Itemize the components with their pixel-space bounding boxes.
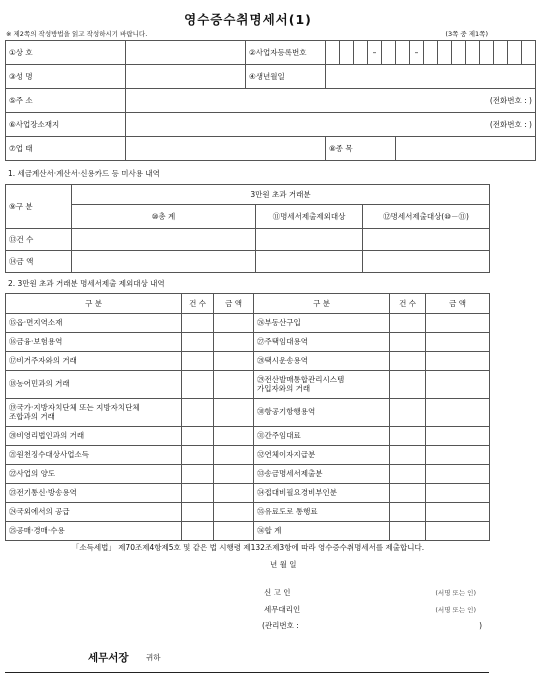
reporter-signature[interactable]: (서명 또는 인) bbox=[435, 589, 476, 597]
recipient-honorific: 귀하 bbox=[146, 653, 161, 662]
left-item-amount[interactable] bbox=[214, 427, 254, 446]
right-item-label: ㉛간주임대료 bbox=[254, 427, 390, 446]
reporter-label: 신 고 인 bbox=[264, 588, 291, 597]
right-division-header: 구 분 bbox=[254, 294, 390, 314]
exempt-header: ⑪명세서제출제외대상 bbox=[256, 205, 363, 229]
right-item-amount[interactable] bbox=[426, 352, 490, 371]
right-item-label: ㉜연체이자지급분 bbox=[254, 446, 390, 465]
left-item-amount[interactable] bbox=[214, 522, 254, 541]
left-item-count[interactable] bbox=[182, 484, 214, 503]
left-item-count[interactable] bbox=[182, 427, 214, 446]
tax-office-recipient: 세무서장 bbox=[88, 652, 129, 664]
section2-table bbox=[5, 293, 490, 541]
name-field[interactable] bbox=[126, 65, 246, 89]
right-item-count[interactable] bbox=[390, 484, 426, 503]
bottom-rule bbox=[5, 672, 489, 673]
reg-no-digit[interactable] bbox=[424, 41, 438, 65]
reg-no-digit[interactable] bbox=[466, 41, 480, 65]
right-item-count[interactable] bbox=[390, 427, 426, 446]
right-item-label: ㉝송금명세서제출분 bbox=[254, 465, 390, 484]
reg-no-digit[interactable] bbox=[340, 41, 354, 65]
business-reg-no-label: ②사업자등록번호 bbox=[246, 41, 326, 65]
left-item-label: ⑮읍·면지역소재 bbox=[6, 314, 182, 333]
declaration-statement: 「소득세법」 제70조제4항제5호 및 같은 법 시행령 제132조제3항에 따라 영수증수취명세서를 제출합니다. bbox=[71, 543, 425, 552]
right-item-amount[interactable] bbox=[426, 465, 490, 484]
business-item-label: ⑧종 목 bbox=[326, 137, 396, 161]
left-item-count[interactable] bbox=[182, 314, 214, 333]
section1-table bbox=[5, 184, 490, 273]
reg-no-digit[interactable] bbox=[382, 41, 396, 65]
total-count-field[interactable] bbox=[72, 229, 256, 251]
left-item-label: ⑰비거주자와의 거래 bbox=[6, 352, 182, 371]
left-item-count[interactable] bbox=[182, 465, 214, 484]
address-label: ⑤주 소 bbox=[6, 89, 126, 113]
target-header: ⑫명세서제출대상(⑩－⑪) bbox=[363, 205, 490, 229]
workplace-phone[interactable]: (전화번호 : ) bbox=[126, 113, 536, 137]
total-header: ⑩총 계 bbox=[72, 205, 256, 229]
right-item-count[interactable] bbox=[390, 371, 426, 399]
right-item-amount[interactable] bbox=[426, 484, 490, 503]
trade-name-field[interactable] bbox=[126, 41, 246, 65]
trade-name-label: ①상 호 bbox=[6, 41, 126, 65]
left-item-label: ⑳비영리법인과의 거래 bbox=[6, 427, 182, 446]
right-item-amount[interactable] bbox=[426, 446, 490, 465]
exempt-amount-field[interactable] bbox=[256, 251, 363, 273]
reg-no-digit[interactable] bbox=[522, 41, 536, 65]
workplace-label: ⑥사업장소재지 bbox=[6, 113, 126, 137]
left-item-count[interactable] bbox=[182, 446, 214, 465]
date-line[interactable]: 년 월 일 bbox=[270, 560, 297, 569]
page-indicator: (3쪽 중 제1쪽) bbox=[445, 30, 488, 38]
division-label: ⑨구 분 bbox=[6, 185, 72, 229]
section1-title: 1. 세금계산서·계산서·신용카드 등 미사용 내역 bbox=[8, 169, 160, 178]
left-item-amount[interactable] bbox=[214, 503, 254, 522]
proxy-signature[interactable]: (서명 또는 인) bbox=[435, 606, 476, 614]
right-item-label: ㉖부동산구입 bbox=[254, 314, 390, 333]
left-item-count[interactable] bbox=[182, 522, 214, 541]
left-item-count[interactable] bbox=[182, 352, 214, 371]
birthdate-field[interactable] bbox=[326, 65, 536, 89]
management-number-label[interactable]: (관리번호 : bbox=[262, 621, 299, 630]
left-item-label: ⑱농어민과의 거래 bbox=[6, 371, 182, 399]
right-count-header: 건 수 bbox=[390, 294, 426, 314]
left-item-amount[interactable] bbox=[214, 399, 254, 427]
reg-no-digit[interactable] bbox=[326, 41, 340, 65]
left-item-amount[interactable] bbox=[214, 465, 254, 484]
business-type-field[interactable] bbox=[126, 137, 326, 161]
count-label: ⑬건 수 bbox=[6, 229, 72, 251]
reg-no-digit[interactable] bbox=[354, 41, 368, 65]
right-item-count[interactable] bbox=[390, 446, 426, 465]
over-30k-header: 3만원 초과 거래분 bbox=[72, 185, 490, 205]
target-count-field[interactable] bbox=[363, 229, 490, 251]
right-item-count[interactable] bbox=[390, 399, 426, 427]
business-type-label: ⑦업 태 bbox=[6, 137, 126, 161]
left-item-amount[interactable] bbox=[214, 314, 254, 333]
reg-no-digit[interactable] bbox=[438, 41, 452, 65]
left-amount-header: 금 액 bbox=[214, 294, 254, 314]
right-item-count[interactable] bbox=[390, 333, 426, 352]
right-item-count[interactable] bbox=[390, 352, 426, 371]
right-item-amount[interactable] bbox=[426, 503, 490, 522]
instruction-note: ※ 제2쪽의 작성방법을 읽고 작성하시기 바랍니다. bbox=[6, 30, 148, 38]
form-title: 영수증수취명세서(1) bbox=[184, 12, 312, 27]
right-item-count[interactable] bbox=[390, 522, 426, 541]
right-item-label: ㉘택시운송용역 bbox=[254, 352, 390, 371]
left-item-label: ㉔국외에서의 공급 bbox=[6, 503, 182, 522]
total-amount-field[interactable] bbox=[72, 251, 256, 273]
right-amount-header: 금 액 bbox=[426, 294, 490, 314]
right-item-label: ㉗주택임대용역 bbox=[254, 333, 390, 352]
right-item-count[interactable] bbox=[390, 503, 426, 522]
right-item-label: ㊱합 계 bbox=[254, 522, 390, 541]
right-item-amount[interactable] bbox=[426, 333, 490, 352]
left-count-header: 건 수 bbox=[182, 294, 214, 314]
right-item-amount[interactable] bbox=[426, 522, 490, 541]
reg-no-digit[interactable] bbox=[494, 41, 508, 65]
business-item-field[interactable] bbox=[396, 137, 536, 161]
address-phone[interactable]: (전화번호 : ) bbox=[126, 89, 536, 113]
right-item-amount[interactable] bbox=[426, 427, 490, 446]
birthdate-label: ④생년월일 bbox=[246, 65, 326, 89]
name-label: ③성 명 bbox=[6, 65, 126, 89]
left-item-label: ㉕공매·경매·수용 bbox=[6, 522, 182, 541]
left-item-count[interactable] bbox=[182, 371, 214, 399]
reg-no-digit[interactable] bbox=[480, 41, 494, 65]
left-item-count[interactable] bbox=[182, 333, 214, 352]
left-item-amount[interactable] bbox=[214, 484, 254, 503]
right-item-label: ㉚항공기항행용역 bbox=[254, 399, 390, 427]
proxy-label: 세무대리인 bbox=[264, 605, 301, 614]
reg-no-separator: – bbox=[410, 41, 424, 65]
amount-label: ⑭금 액 bbox=[6, 251, 72, 273]
left-item-count[interactable] bbox=[182, 399, 214, 427]
left-item-amount[interactable] bbox=[214, 446, 254, 465]
right-item-label: ㉙전산발매통합관리시스템 가입자와의 거래 bbox=[254, 371, 390, 399]
left-item-count[interactable] bbox=[182, 503, 214, 522]
left-item-label: ㉒사업의 양도 bbox=[6, 465, 182, 484]
left-item-label: ㉓전기통신·방송용역 bbox=[6, 484, 182, 503]
left-division-header: 구 분 bbox=[6, 294, 182, 314]
target-amount-field[interactable] bbox=[363, 251, 490, 273]
left-item-label: ⑲국가·지방자치단체 또는 지방자치단체 조합과의 거래 bbox=[6, 399, 182, 427]
reg-no-separator: – bbox=[368, 41, 382, 65]
right-item-amount[interactable] bbox=[426, 371, 490, 399]
right-item-count[interactable] bbox=[390, 465, 426, 484]
reg-no-digit[interactable] bbox=[508, 41, 522, 65]
exempt-count-field[interactable] bbox=[256, 229, 363, 251]
reg-no-digit[interactable] bbox=[452, 41, 466, 65]
right-item-amount[interactable] bbox=[426, 314, 490, 333]
left-item-amount[interactable] bbox=[214, 371, 254, 399]
right-item-label: ㉞접대비필요경비부인분 bbox=[254, 484, 390, 503]
left-item-amount[interactable] bbox=[214, 333, 254, 352]
management-number-end: ) bbox=[479, 621, 482, 630]
right-item-amount[interactable] bbox=[426, 399, 490, 427]
reg-no-digit[interactable] bbox=[396, 41, 410, 65]
right-item-label: ㉟유료도로 통행료 bbox=[254, 503, 390, 522]
section2-title: 2. 3만원 초과 거래분 명세서제출 제외대상 내역 bbox=[8, 279, 165, 288]
left-item-label: ㉑원천징수대상사업소득 bbox=[6, 446, 182, 465]
left-item-amount[interactable] bbox=[214, 352, 254, 371]
left-item-label: ⑯금융·보험용역 bbox=[6, 333, 182, 352]
basic-info-table bbox=[5, 40, 536, 161]
right-item-count[interactable] bbox=[390, 314, 426, 333]
